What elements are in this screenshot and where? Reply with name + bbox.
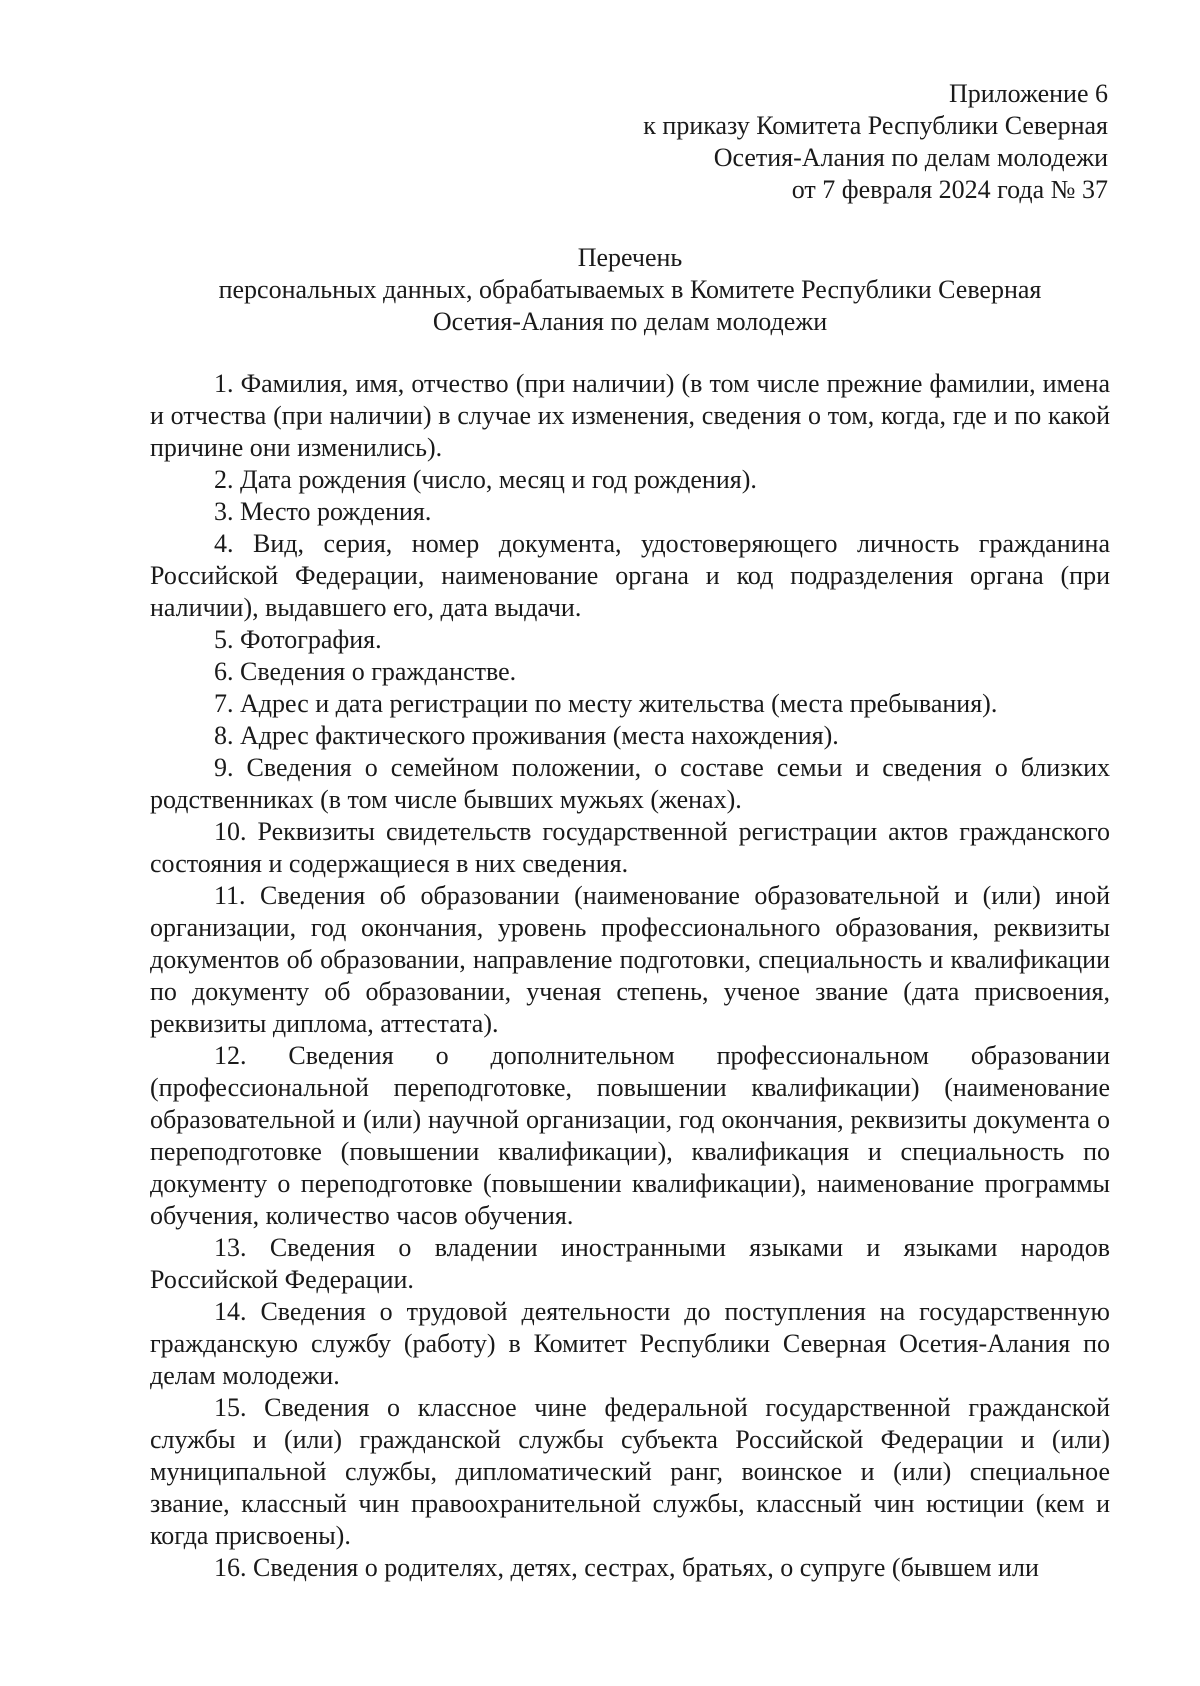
list-item: 12. Сведения о дополнительном профессиональном образовании (профессиональной переподготовке, повышении квалификации) (наименование образовательной и (или) научной организации, год окончания, реквизиты документа о переподготовке (повышении квалификации), квалификация и специальность по документу о переподготовке (повышении квалификации), наименование программы обучения, количество часов обучения. bbox=[150, 1041, 1110, 1230]
list-item: 9. Сведения о семейном положении, о составе семьи и сведения о близких родственниках (в том числе бывших мужьях (женах). bbox=[150, 753, 1110, 814]
appendix-order-line-1: к приказу Комитета Республики Северная bbox=[643, 111, 1108, 140]
title-heading: Перечень bbox=[577, 243, 683, 272]
appendix-order-date: от 7 февраля 2024 года № 37 bbox=[791, 175, 1108, 204]
appendix-header bbox=[643, 78, 1108, 206]
list-item: 13. Сведения о владении иностранными языками и языками народов Российской Федерации. bbox=[150, 1233, 1110, 1294]
list-item: 4. Вид, серия, номер документа, удостоверяющего личность гражданина Российской Федерации, наименование органа и код подразделения органа (при наличии), выдавшего его, дата выдачи. bbox=[150, 529, 1110, 622]
list-item: 3. Место рождения. bbox=[214, 497, 432, 526]
document-title bbox=[150, 242, 1110, 338]
list-item: 15. Сведения о классное чине федеральной государственной гражданской службы и (или) гражданской службы субъекта Российской Федерации и (или) муниципальной службы, дипломатический ранг, воинское и (или) специальное звание, классный чин правоохранительной службы, классный чин юстиции (кем и когда присвоены). bbox=[150, 1393, 1110, 1550]
document-body bbox=[150, 368, 1110, 1584]
appendix-number: Приложение 6 bbox=[948, 79, 1108, 108]
list-item: 5. Фотография. bbox=[214, 625, 382, 654]
list-item: 16. Сведения о родителях, детях, сестрах, братьях, о супруге (бывшем или bbox=[214, 1553, 1039, 1582]
list-item: 14. Сведения о трудовой деятельности до поступления на государственную гражданскую службу (работу) в Комитет Республики Северная Осетия-Алания по делам молодежи. bbox=[150, 1297, 1110, 1390]
list-item: 10. Реквизиты свидетельств государственной регистрации актов гражданского состояния и содержащиеся в них сведения. bbox=[150, 817, 1110, 878]
list-item: 11. Сведения об образовании (наименование образовательной и (или) иной организации, год окончания, уровень профессионального образования, реквизиты документов об образовании, направление подготовки, специальность и квалификации по документу об образовании, ученая степень, ученое звание (дата присвоения, реквизиты диплома, аттестата). bbox=[150, 881, 1110, 1038]
title-subtitle-line-2: Осетия-Алания по делам молодежи bbox=[432, 307, 828, 336]
list-item: 7. Адрес и дата регистрации по месту жительства (места пребывания). bbox=[214, 689, 998, 718]
list-item: 2. Дата рождения (число, месяц и год рождения). bbox=[214, 465, 757, 494]
list-item: 6. Сведения о гражданстве. bbox=[214, 657, 517, 686]
appendix-order-line-2: Осетия-Алания по делам молодежи bbox=[713, 143, 1108, 172]
list-item: 1. Фамилия, имя, отчество (при наличии) (в том числе прежние фамилии, имена и отчества (при наличии) в случае их изменения, сведения о том, когда, где и по какой причине они изменились). bbox=[150, 369, 1110, 462]
title-subtitle-line-1: персональных данных, обрабатываемых в Комитете Республики Северная bbox=[218, 275, 1042, 304]
list-item: 8. Адрес фактического проживания (места нахождения). bbox=[214, 721, 839, 750]
